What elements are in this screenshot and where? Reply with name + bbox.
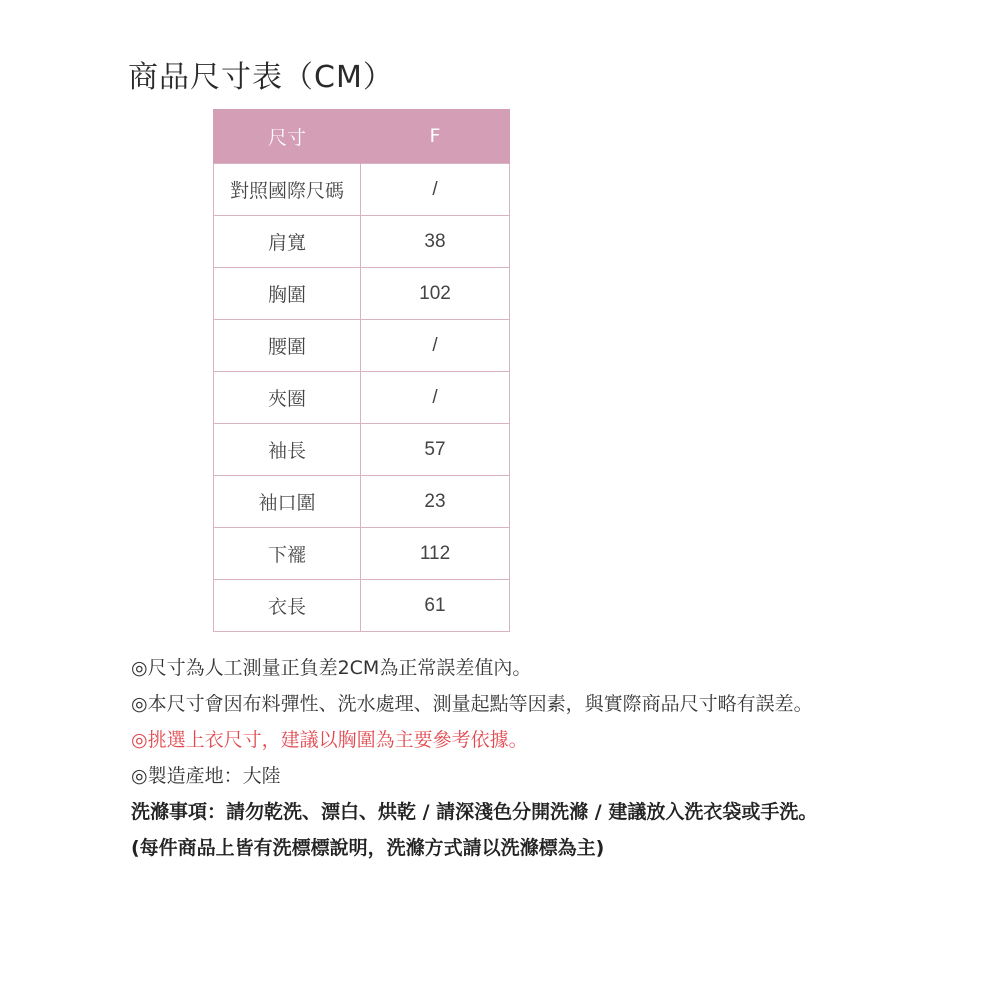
row-label: 袖長 [214,424,361,476]
size-table [213,109,510,632]
row-label: 夾圈 [214,372,361,424]
table-row [214,528,510,580]
note-origin: ◎製造產地：大陸 [131,765,281,787]
row-value: 102 [361,268,510,320]
note-size-selection-tip: ◎挑選上衣尺寸，建議以胸圍為主要參考依據。 [131,729,528,751]
row-value: 23 [361,476,510,528]
note-size-variance: ◎本尺寸會因布料彈性、洗水處理、測量起點等因素，與實際商品尺寸略有誤差。 [131,693,813,715]
row-value: 61 [361,580,510,632]
row-label: 腰圍 [214,320,361,372]
table-row [214,268,510,320]
note-measurement-tolerance: ◎尺寸為人工測量正負差2CM為正常誤差值內。 [131,657,532,679]
header-size-label: 尺寸 [214,109,361,164]
table-row [214,424,510,476]
row-label: 對照國際尺碼 [214,164,361,216]
table-row [214,164,510,216]
row-value: / [361,164,510,216]
note-washing-label: (每件商品上皆有洗標標說明，洗滌方式請以洗滌標為主) [131,837,605,859]
notes-section [131,650,991,866]
row-label: 袖口圍 [214,476,361,528]
row-label: 下襬 [214,528,361,580]
row-value: / [361,320,510,372]
row-label: 肩寬 [214,216,361,268]
row-value: 57 [361,424,510,476]
page-title: 商品尺寸表（CM） [128,60,394,95]
row-label: 胸圍 [214,268,361,320]
row-value: 38 [361,216,510,268]
row-value: 112 [361,528,510,580]
table-row [214,580,510,632]
header-size-value: F [361,109,510,164]
row-value: / [361,372,510,424]
row-label: 衣長 [214,580,361,632]
table-header-row [214,109,510,164]
table-row [214,476,510,528]
table-row [214,320,510,372]
note-washing-instructions: 洗滌事項：請勿乾洗、漂白、烘乾 / 請深淺色分開洗滌 / 建議放入洗衣袋或手洗。 [131,801,818,823]
table-row [214,216,510,268]
table-row [214,372,510,424]
